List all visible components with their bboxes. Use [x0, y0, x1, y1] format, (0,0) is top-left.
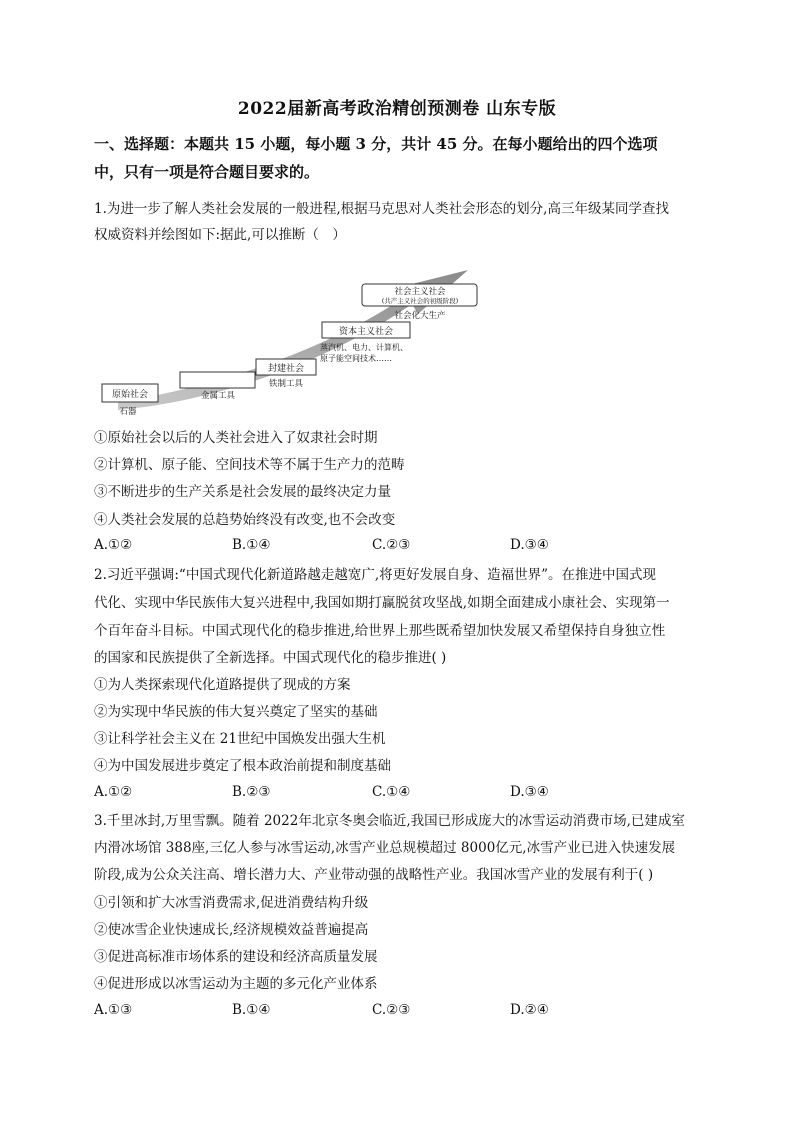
q2-statement: ①为人类探索现代化道路提供了现成的方案	[94, 677, 351, 693]
q2-statement: ④为中国发展进步奠定了根本政治前提和制度基础	[94, 758, 391, 774]
document-title: 2022届新高考政治精创预测卷 山东专版	[237, 99, 557, 119]
tool-label: 石器	[119, 407, 137, 417]
option-b[interactable]: B.②③	[232, 784, 271, 800]
option-a[interactable]: A.①②	[94, 784, 133, 800]
q3-stem-line: 内滑冰场馆 388座,三亿人参与冰雪运动,冰雪产业总规模超过 8000亿元,冰雪产业已进入快速发展	[94, 840, 676, 856]
option-c[interactable]: C.①④	[372, 784, 411, 800]
q3-statement: ②使冰雪企业快速成长,经济规模效益普遍提高	[94, 922, 369, 938]
step-label: 原始社会	[111, 390, 149, 400]
q3-statement: ③促进高标准市场体系的建设和经济高质量发展	[94, 949, 378, 965]
q1-statement: ①原始社会以后的人类社会进入了奴隶社会时期	[94, 430, 378, 446]
q2-stem-line: 2.习近平强调:“中国式现代化新道路越走越宽广,将更好发展自身、造福世界”。在推进中国式现	[94, 567, 657, 583]
option-d[interactable]: D.②④	[510, 1002, 549, 1018]
staircase-diagram	[100, 262, 490, 418]
q3-stem-line: 3.千里冰封,万里雪飘。随着 2022年北京冬奥会临近,我国已形成庞大的冰雪运动消费市场,已建成室	[94, 813, 685, 829]
tool-label: 社会化大生产	[394, 311, 446, 321]
step-sublabel: (共产主义社会的初级阶段)	[381, 297, 459, 305]
q1-social-development-figure	[100, 262, 490, 418]
q1-stem-line: 权威资料并绘图如下:据此,可以推断（ ）	[94, 227, 346, 243]
q3-statement: ④促进形成以冰雪运动为主题的多元化产业体系	[94, 976, 378, 992]
section-heading	[94, 130, 704, 186]
q1-statement: ④人类社会发展的总趋势始终没有改变,也不会改变	[94, 512, 396, 528]
tool-label: 铁制工具	[268, 379, 304, 389]
option-c[interactable]: C.②③	[372, 537, 411, 553]
step-label: 社会主义社会	[394, 287, 446, 297]
option-a[interactable]: A.①③	[94, 1002, 133, 1018]
q1-statement: ②计算机、原子能、空间技术等不属于生产力的范畴	[94, 457, 405, 473]
option-a[interactable]: A.①②	[94, 537, 133, 553]
step-label: 封建社会	[267, 364, 305, 374]
step-box-metal	[180, 372, 255, 388]
option-d[interactable]: D.③④	[510, 784, 549, 800]
section-heading-line: 一、选择题：本题共 15 小题，每小题 3 分，共计 45 分。在每小题给出的四个选项	[94, 135, 658, 153]
q2-stem-line: 个百年奋斗目标。中国式现代化的稳步推进,给世界上那些既希望加快发展又希望保持自身独立性	[94, 623, 666, 639]
q2-statement: ②为实现中华民族的伟大复兴奠定了坚实的基础	[94, 704, 378, 720]
q2-stem-line: 代化、实现中华民族伟大复兴进程中,我国如期打赢脱贫攻坚战,如期全面建成小康社会、实现第一	[94, 595, 670, 611]
q2-stem-line: 的国家和民族提供了全新选择。中国式现代化的稳步推进( )	[94, 650, 447, 666]
q3-statement: ①引领和扩大冰雪消费需求,促进消费结构升级	[94, 895, 369, 911]
step-label: 资本主义社会	[338, 327, 394, 337]
option-b[interactable]: B.①④	[232, 1002, 271, 1018]
q3-stem-line: 阶段,成为公众关注高、增长潜力大、产业带动强的战略性产业。我国冰雪产业的发展有利于( )	[94, 867, 654, 883]
section-heading-line: 中，只有一项是符合题目要求的。	[94, 163, 320, 181]
capitalism-tools-line: 蒸汽机、电力、计算机、	[320, 343, 408, 352]
tool-label: 金属工具	[200, 391, 236, 401]
q2-statement: ③让科学社会主义在 21世纪中国焕发出强大生机	[94, 731, 386, 747]
q1-statement: ③不断进步的生产关系是社会发展的最终决定力量	[94, 484, 391, 500]
option-c[interactable]: C.②③	[372, 1002, 411, 1018]
q1-stem-line: 1.为进一步了解人类社会发展的一般进程,根据马克思对人类社会形态的划分,高三年级某同学查找	[94, 201, 669, 217]
option-d[interactable]: D.③④	[510, 537, 549, 553]
capitalism-tools-line: 原子能空间技术……	[320, 354, 392, 363]
option-b[interactable]: B.①④	[232, 537, 271, 553]
